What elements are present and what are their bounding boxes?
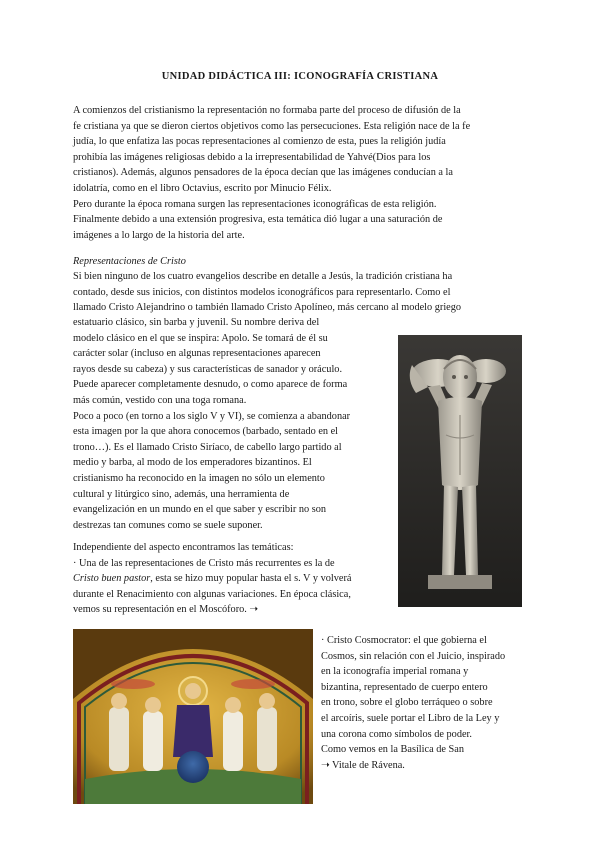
text-line: en la iconografía imperial romana y [321, 666, 469, 678]
text-line: trono…). Es el llamado Cristo Siríaco, de cabello largo partido al [73, 441, 342, 453]
text-line: más común, vestido con una toga romana. [73, 394, 247, 406]
moscophoros-statue-image [398, 335, 522, 607]
text-line: en trono, sobre el globo terráqueo o sobre [321, 697, 493, 709]
text-line: llamado Cristo Alejandrino o también llamado Cristo Apolíneo, más cercano al modelo griego [73, 302, 462, 314]
text-line: prohibía las imágenes religiosas debido a la irrepresentabilidad de Yahvé(Dios para los [73, 151, 431, 163]
text-line: bizantina, representado de cuerpo entero [321, 681, 488, 693]
text-line: cristianismo ha reconocido en la imagen no sólo un elemento [73, 472, 325, 484]
text-line: esta imagen por la que ahora conocemos (barbado, sentado en el [73, 426, 339, 438]
section-wrap-paragraph [73, 315, 391, 533]
text-fragment: , esta se hizo muy popular hasta el s. V y volverá [150, 573, 352, 585]
text-line: judía, lo que enfatiza las pocas representaciones al comienzo de esta, pues la religión judía [73, 136, 446, 148]
text-line: Poco a poco (en torno a los siglo V y VI), se comienza a abandonar [73, 410, 351, 422]
cosmocrator-paragraph [321, 633, 536, 773]
text-line: Finalmente debido a una extensión progresiva, esta temática dió lugar a una saturación de [73, 214, 443, 226]
text-line: estatuario clásico, sin barba y juvenil. Su nombre deriva del [73, 317, 320, 328]
text-line: · Una de las representaciones de Cristo más recurrentes es la de [73, 557, 335, 569]
text-line: modelo clásico en el que se inspira: Apolo. Se tomará de él su [73, 332, 328, 344]
text-line [73, 571, 393, 587]
section-heading: Representaciones de Cristo [73, 256, 186, 267]
text-line: una corona como símbolos de poder. [321, 728, 472, 740]
page-title: UNIDAD DIDÁCTICA III: ICONOGRAFÍA CRISTIANA [161, 71, 439, 82]
text-line: evangelización en un mundo en el que saber y escribir no son [73, 504, 327, 516]
good-shepherd-term: Cristo buen pastor [73, 573, 151, 585]
text-line: Pero durante la época romana surgen las representaciones iconográficas de esta religión. [73, 198, 437, 210]
text-line: idolatría, como en el libro Octavius, escrito por Minucio Félix. [73, 182, 332, 194]
text-line: fe cristiana ya que se dieron ciertos objetivos como las persecuciones. Esta religión nace de la fe [73, 120, 471, 132]
text-line: el arcoíris, suele portar el Libro de la Ley y [321, 712, 500, 724]
text-line: Cosmos, sin relación con el Juicio, inspirado [321, 650, 506, 662]
text-line: ➝ Vitale de Rávena. [321, 759, 405, 771]
themes-paragraph [73, 540, 393, 618]
san-vitale-mosaic-image [73, 629, 313, 804]
text-line: vemos su representación en el Moscóforo. ➝ [73, 604, 259, 616]
text-line: cristianos). Además, algunos pensadores de la época decían que las imágenes conducían a la [73, 167, 453, 179]
text-line: rayos desde su cabeza) y sus características de sanador y oráculo. [73, 363, 343, 375]
intro-paragraph [73, 103, 533, 243]
themes-intro: Independiente del aspecto encontramos las temáticas: [73, 542, 294, 553]
text-line: Puede aparecer completamente desnudo, o como aparece de forma [73, 379, 348, 391]
text-line: imágenes a lo largo de la historia del arte. [73, 229, 245, 241]
text-line: contado, desde sus inicios, con distintos modelos iconográficos para representarlo. Como el [73, 286, 451, 298]
text-line: Como vemos en la Basílica de San [321, 744, 464, 756]
section-paragraph [73, 269, 533, 316]
text-line: durante el Renacimiento con algunas variaciones. En época clásica, [73, 588, 351, 600]
text-line: · Cristo Cosmocrator: el que gobierna el [321, 635, 487, 646]
text-line: medio y barba, al modo de los emperadores bizantinos. El [73, 457, 312, 469]
text-line: destrezas tan comunes como se suele suponer. [73, 519, 263, 531]
text-line: carácter solar (incluso en algunas representaciones aparecen [73, 348, 321, 360]
text-line: A comienzos del cristianismo la representación no formaba parte del proceso de difusión de la [73, 105, 461, 116]
text-line: Si bien ninguno de los cuatro evangelios describe en detalle a Jesús, la tradición cristiana ha [73, 271, 453, 282]
text-line: cultural y litúrgico sino, además, una herramienta de [73, 488, 290, 500]
